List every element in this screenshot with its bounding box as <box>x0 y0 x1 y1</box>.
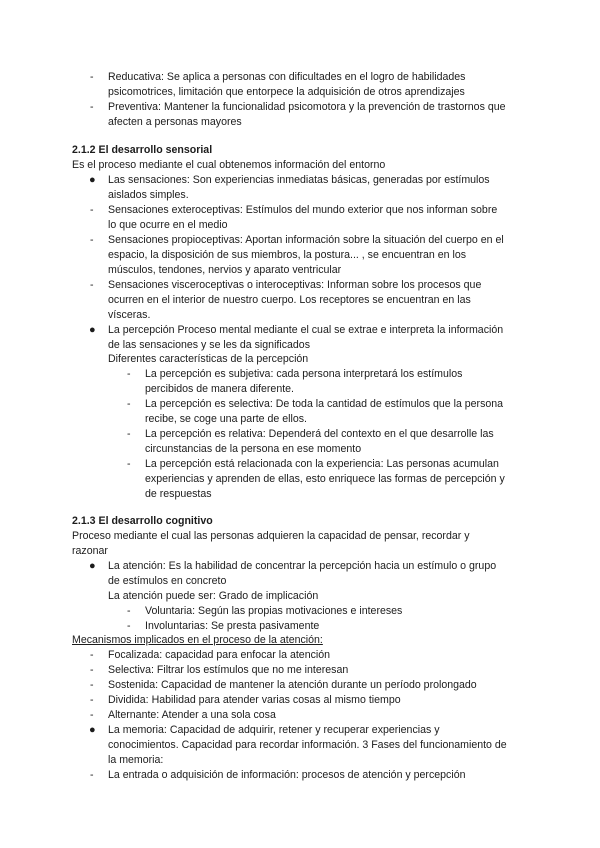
list-marker: - <box>90 279 94 291</box>
mechanisms-title: Mecanismos implicados en el proceso de la atención: <box>72 634 323 646</box>
sublist-item-experiencia-cont: experiencias y aprenden de ellas, esto enriquece las formas de percepción y <box>145 473 505 485</box>
list-item-memoria-cont: conocimientos. Capacidad para recordar información. 3 Fases del funcionamiento de <box>108 739 507 751</box>
list-item-propioceptivas: Sensaciones propioceptivas: Aportan información sobre la situación del cuerpo en el <box>108 234 504 246</box>
sublist-item-relativa-cont: circunstancias de la persona en ese momento <box>145 443 362 455</box>
list-marker: - <box>90 71 94 83</box>
list-item-preventiva-cont: afecten a personas mayores <box>108 116 242 128</box>
bullet-marker: ● <box>89 560 96 572</box>
list-marker: - <box>127 605 131 617</box>
list-item-percepcion-caracteristicas: Diferentes características de la percepción <box>108 353 309 365</box>
list-item-sostenida: Sostenida: Capacidad de mantener la atención durante un período prolongado <box>108 679 477 691</box>
list-item-preventiva: Preventiva: Mantener la funcionalidad psicomotora y la prevención de trastornos que <box>108 101 506 113</box>
list-item-atencion: La atención: Es la habilidad de concentrar la percepción hacia un estímulo o grupo <box>108 560 497 572</box>
list-item-atencion-tipos: La atención puede ser: Grado de implicación <box>108 590 319 602</box>
list-marker: - <box>90 709 94 721</box>
sublist-item-subjetiva-cont: percibidos de manera diferente. <box>145 383 294 395</box>
sublist-item-involuntarias: Involuntarias: Se presta pasivamente <box>145 620 320 632</box>
sublist-item-relativa: La percepción es relativa: Dependerá del contexto en el que desarrolle las <box>145 428 494 440</box>
list-item-reducativa: Reducativa: Se aplica a personas con dificultades en el logro de habilidades <box>108 71 466 83</box>
bullet-marker: ● <box>89 724 96 736</box>
sublist-item-subjetiva: La percepción es subjetiva: cada persona interpretará los estímulos <box>145 368 463 380</box>
sublist-item-experiencia: La percepción está relacionada con la experiencia: Las personas acumulan <box>145 458 499 470</box>
list-item-visceroceptivas: Sensaciones visceroceptivas o interoceptivas: Informan sobre los procesos que <box>108 279 482 291</box>
list-marker: - <box>90 664 94 676</box>
list-marker: - <box>90 101 94 113</box>
list-item-focalizada: Focalizada: capacidad para enfocar la atención <box>108 649 331 661</box>
list-marker: - <box>90 679 94 691</box>
list-item-exteroceptivas-cont: lo que ocurre en el medio <box>108 219 228 231</box>
section-intro: Proceso mediante el cual las personas adquieren la capacidad de pensar, recordar y <box>72 530 470 542</box>
list-item-propioceptivas-cont: músculos, tendones, nervios y aparato ventricular <box>108 264 342 276</box>
list-item-sensaciones: Las sensaciones: Son experiencias inmediatas básicas, generadas por estímulos <box>108 174 490 186</box>
list-item-memoria: La memoria: Capacidad de adquirir, retener y recuperar experiencias y <box>108 724 440 736</box>
sublist-item-voluntaria: Voluntaria: Según las propias motivaciones e intereses <box>145 605 403 617</box>
list-item-percepcion: La percepción Proceso mental mediante el cual se extrae e interpreta la información <box>108 324 504 336</box>
section-heading-cognitivo: 2.1.3 El desarrollo cognitivo <box>72 515 213 527</box>
list-marker: - <box>90 694 94 706</box>
list-item-exteroceptivas: Sensaciones exteroceptivas: Estímulos del mundo exterior que nos informan sobre <box>108 204 498 216</box>
list-item-dividida: Dividida: Habilidad para atender varias cosas al mismo tiempo <box>108 694 401 706</box>
list-item-sensaciones-cont: aislados simples. <box>108 189 189 201</box>
sublist-item-experiencia-cont: de respuestas <box>145 488 212 500</box>
list-item-alternante: Alternante: Atender a una sola cosa <box>108 709 276 721</box>
list-item-visceroceptivas-cont: vísceras. <box>108 309 151 321</box>
sublist-item-selectiva: La percepción es selectiva: De toda la cantidad de estímulos que la persona <box>145 398 504 410</box>
list-item-selectiva: Selectiva: Filtrar los estímulos que no me interesan <box>108 664 349 676</box>
list-marker: - <box>90 204 94 216</box>
list-item-reducativa-cont: psicomotrices, limitación que entorpece la adquisición de otros aprendizajes <box>108 86 465 98</box>
list-item-atencion-cont: de estímulos en concreto <box>108 575 227 587</box>
sublist-item-selectiva-cont: recibe, se coge una parte de ellos. <box>145 413 307 425</box>
list-marker: - <box>90 769 94 781</box>
section-heading-sensorial: 2.1.2 El desarrollo sensorial <box>72 144 213 156</box>
list-marker: - <box>90 234 94 246</box>
list-marker: - <box>127 398 131 410</box>
list-item-memoria-cont: la memoria: <box>108 754 164 766</box>
list-item-propioceptivas-cont: espacio, la disposición de sus miembros, la postura... , se encuentran en los <box>108 249 467 261</box>
list-item-entrada: La entrada o adquisición de información: procesos de atención y percepción <box>108 769 466 781</box>
list-item-percepcion-cont: de las sensaciones y se les da significados <box>108 339 310 351</box>
list-marker: - <box>127 458 131 470</box>
bullet-marker: ● <box>89 174 96 186</box>
list-marker: - <box>90 649 94 661</box>
section-intro-cont: razonar <box>72 545 108 557</box>
list-marker: - <box>127 428 131 440</box>
list-marker: - <box>127 620 131 632</box>
list-marker: - <box>127 368 131 380</box>
section-intro: Es el proceso mediante el cual obtenemos información del entorno <box>72 159 386 171</box>
list-item-visceroceptivas-cont: ocurren en el interior de nuestro cuerpo. Los receptores se encuentran en las <box>108 294 471 306</box>
bullet-marker: ● <box>89 324 96 336</box>
